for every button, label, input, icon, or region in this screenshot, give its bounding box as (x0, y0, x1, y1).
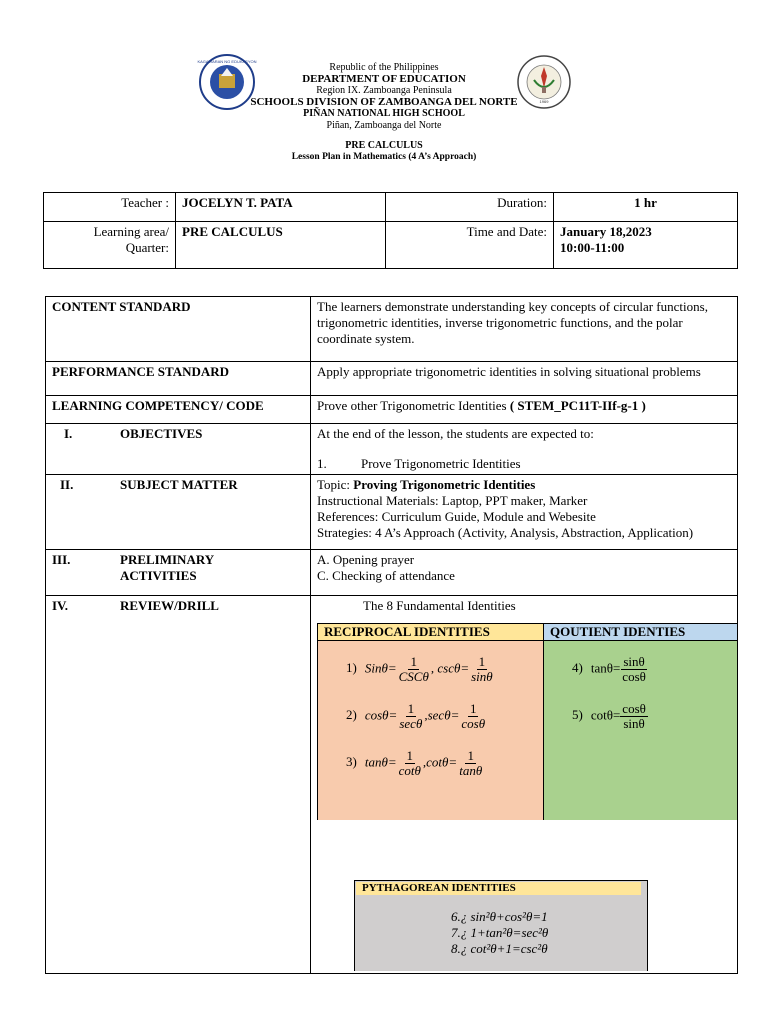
denominator: cotθ (398, 763, 421, 778)
performance-standard-value: Apply appropriate trigonometric identities in solving situational problems (311, 362, 738, 396)
fraction-1-tan (457, 749, 484, 778)
preliminary-item-a: A. Opening prayer (317, 552, 415, 567)
q-tan-equals: tanθ= (590, 660, 621, 676)
objective-item-text: Prove Trigonometric Identities (361, 456, 521, 471)
denominator: tanθ (459, 763, 483, 778)
teacher-value: JOCELYN T. PATA (176, 193, 386, 222)
quotient-body (544, 641, 737, 820)
reciprocal-identity-3 (346, 749, 484, 778)
preliminary-title: PRELIMINARY ACTIVITIES (120, 552, 214, 583)
topic-line (317, 477, 731, 493)
cot-equals: ,cotθ= (422, 754, 458, 770)
identity-5-number: 5) (572, 707, 583, 723)
denominator: sinθ (471, 669, 493, 684)
materials-line: Instructional Materials: Laptop, PPT maker, Marker (317, 493, 588, 508)
reciprocal-title: RECIPROCAL IDENTITIES (318, 624, 543, 641)
identity-4-number: 4) (572, 660, 583, 676)
competency-label: LEARNING COMPETENCY/ CODE (46, 396, 311, 424)
reciprocal-body (318, 641, 543, 820)
content-standard-value: The learners demonstrate understanding key concepts of circular functions, trigonometric identities, inverse trigonometric functions, and the polar coordinate system. (311, 297, 738, 362)
numerator: 1 (478, 654, 486, 669)
objectives-value (311, 424, 738, 475)
identity-3-number: 3) (346, 754, 357, 770)
fraction-sin-over-cos (620, 655, 648, 684)
reciprocal-identity-1 (346, 655, 495, 684)
date-value: January 18,2023 (560, 224, 652, 239)
competency-code: ( STEM_PC11T-IIf-g-1 ) (509, 398, 646, 413)
date-time-value (554, 222, 738, 269)
numerator: 1 (406, 748, 414, 763)
duration-value: 1 hr (554, 193, 738, 222)
numerator: 1 (410, 654, 417, 669)
fraction-1-csc (397, 655, 431, 684)
objectives-title: OBJECTIVES (120, 426, 203, 441)
content-standard-label: CONTENT STANDARD (46, 297, 311, 362)
competency-value (311, 396, 738, 424)
pythagorean-list (451, 909, 548, 957)
pythagorean-identity-7: 7.¿ 1+tan²θ=sec²θ (451, 925, 549, 940)
document-subtitle (0, 140, 768, 163)
quotient-identities-box (544, 623, 738, 820)
teacher-label: Teacher : (44, 193, 176, 222)
header-address: Piñan, Zamboanga del Norte (326, 119, 442, 131)
svg-text:1969: 1969 (539, 99, 549, 104)
header-division: SCHOOLS DIVISION OF ZAMBOANGA DEL NORTE (250, 95, 518, 108)
pythagorean-identities-box (354, 880, 648, 971)
fraction-1-sin (469, 655, 495, 684)
review-title: REVIEW/DRILL (120, 598, 219, 613)
pythagorean-identity-8: 8.¿ cot²θ+1=csc²θ (451, 941, 548, 956)
denominator: cosθ (622, 669, 646, 684)
document-header (0, 62, 768, 131)
topic-label: Topic: (317, 477, 351, 492)
reciprocal-identities-box (317, 623, 544, 820)
denominator: sinθ (623, 716, 645, 731)
q-cot-equals: cotθ= (590, 707, 621, 723)
header-region: Region IX. Zamboanga Peninsula (316, 85, 452, 96)
subject-matter-value (311, 475, 738, 550)
numerator: 1 (467, 748, 474, 763)
review-number: IV. (52, 598, 69, 613)
quotient-title: QOUTIENT IDENTIES (544, 624, 737, 641)
fraction-cos-over-sin (620, 702, 648, 731)
preliminary-label (46, 550, 311, 596)
subject-matter-label (46, 475, 311, 550)
preliminary-number: III. (52, 552, 71, 567)
review-heading: The 8 Fundamental Identities (363, 598, 516, 613)
pythagorean-identity-6: 6.¿ sin²θ+cos²θ=1 (451, 909, 548, 924)
review-label (46, 596, 311, 974)
csc-equals: , cscθ= (430, 660, 470, 676)
identity-1-number: 1) (346, 660, 357, 676)
identity-2-number: 2) (346, 707, 357, 723)
info-table (43, 192, 738, 269)
header-school: PIÑAN NATIONAL HIGH SCHOOL (303, 108, 465, 119)
subject-matter-number: II. (60, 477, 74, 492)
performance-standard-label: PERFORMANCE STANDARD (46, 362, 311, 396)
objectives-intro: At the end of the lesson, the students are expected to: (317, 426, 594, 441)
sec-equals: ,secθ= (424, 707, 460, 723)
header-department: DEPARTMENT OF EDUCATION (302, 72, 466, 85)
svg-text:KAGAWARAN NG EDUKASYON: KAGAWARAN NG EDUKASYON (197, 59, 257, 64)
preliminary-item-c: C. Checking of attendance (317, 568, 455, 583)
numerator: 1 (469, 701, 477, 716)
preliminary-value (311, 550, 738, 596)
tan-equals: tanθ= (364, 754, 397, 770)
quotient-identity-4 (572, 655, 648, 684)
objectives-label (46, 424, 311, 475)
header-republic: Republic of the Philippines (329, 62, 439, 73)
numerator: sinθ (623, 654, 645, 669)
fraction-1-sec (397, 702, 424, 731)
numerator: cosθ (622, 701, 646, 716)
objectives-number: I. (64, 426, 73, 441)
area-value: PRE CALCULUS (176, 222, 386, 269)
objective-item (317, 456, 731, 472)
subject-matter-title: SUBJECT MATTER (120, 477, 238, 492)
numerator: 1 (407, 701, 415, 716)
cos-equals: cosθ= (364, 707, 398, 723)
objective-item-number: 1. (317, 456, 327, 471)
sin-equals: Sinθ= (364, 660, 397, 676)
subject-title: PRE CALCULUS (345, 140, 423, 151)
topic-value: Proving Trigonometric Identities (353, 477, 536, 492)
quotient-identity-5 (572, 702, 648, 731)
fraction-1-cos (459, 702, 487, 731)
references-line: References: Curriculum Guide, Module and Webesite (317, 509, 596, 524)
duration-label: Duration: (386, 193, 554, 222)
time-label: Time and Date: (386, 222, 554, 269)
time-value: 10:00-11:00 (560, 240, 625, 255)
lesson-plan-title: Lesson Plan in Mathematics (4 A’s Approach) (291, 151, 477, 162)
fraction-1-cot (397, 749, 423, 778)
strategies-line: Strategies: 4 A’s Approach (Activity, Analysis, Abstraction, Application) (317, 525, 694, 540)
area-label: Learning area/ Quarter: (44, 222, 176, 269)
pythagorean-title: PYTHAGOREAN IDENTITIES (356, 882, 641, 895)
denominator: cosθ (461, 716, 486, 731)
competency-text: Prove other Trigonometric Identities (317, 398, 507, 413)
denominator: secθ (399, 716, 423, 731)
reciprocal-identity-2 (346, 702, 487, 731)
denominator: CSCθ (398, 669, 429, 684)
